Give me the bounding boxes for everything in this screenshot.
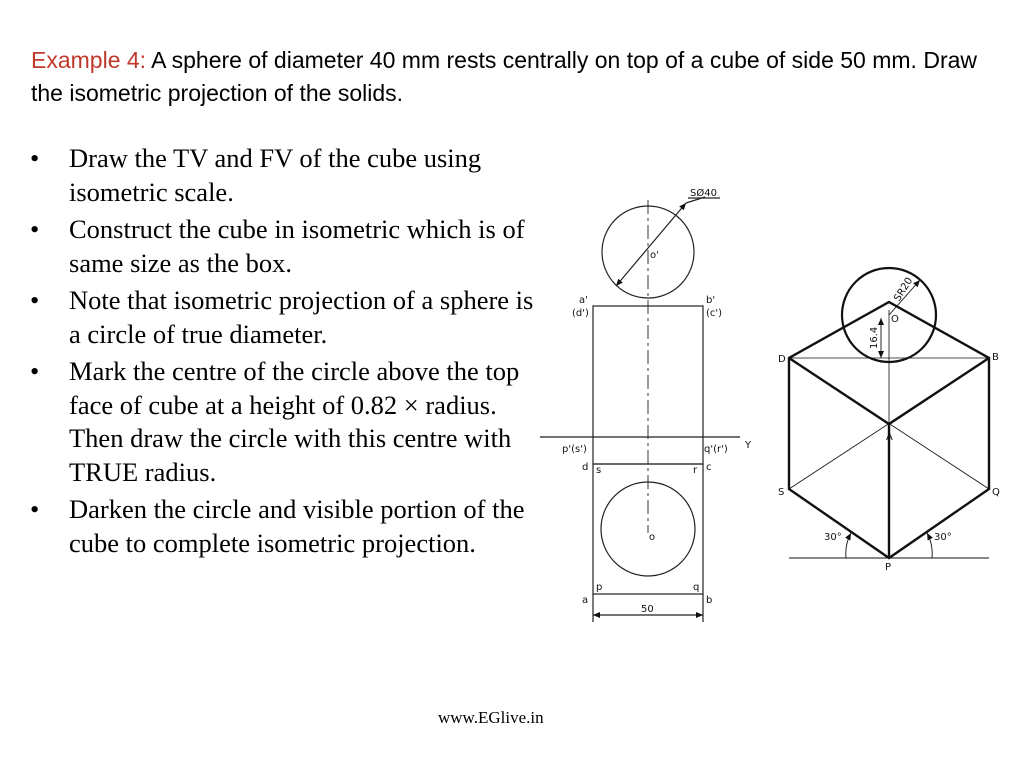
label-c-prime: (c') xyxy=(706,308,723,319)
example-label: Example 4: xyxy=(31,47,147,73)
label-sphere-diameter: SØ40 xyxy=(690,188,717,199)
isometric-projection xyxy=(789,268,989,558)
label-angle-left: 30° xyxy=(824,532,842,543)
orthographic-views xyxy=(540,197,740,622)
step-text: Mark the centre of the circle above the top face of cube at a height of 0.82 × radius. Then draw the circle with this centre with TRUE radius. xyxy=(69,356,520,487)
label-angle-right: 30° xyxy=(934,532,952,543)
label-r: r xyxy=(693,465,698,476)
label-c: c xyxy=(706,462,712,473)
bullet-icon: • xyxy=(30,143,40,173)
label-A: A xyxy=(886,432,893,443)
angle-arc-left xyxy=(846,533,851,558)
step-text: Note that isometric projection of a sphere is a circle of true diameter. xyxy=(69,285,534,349)
label-sr20: SR20 xyxy=(892,275,916,304)
bullet-icon: • xyxy=(30,214,40,244)
label-p: p xyxy=(596,582,603,593)
label-a-prime: a' xyxy=(579,295,588,306)
bullet-icon: • xyxy=(30,356,40,386)
label-d-prime: (d') xyxy=(572,308,589,319)
label-p-s: p'(s') xyxy=(562,444,587,455)
sphere-diameter-leader xyxy=(616,203,686,286)
label-d: d xyxy=(582,462,589,473)
step-text: Darken the circle and visible portion of the cube to complete isometric projection. xyxy=(69,494,525,558)
label-D: D xyxy=(778,354,786,365)
example-statement: A sphere of diameter 40 mm rests centrally on top of a cube of side 50 mm. Draw the isometric projection of the solids. xyxy=(31,47,978,106)
label-B: B xyxy=(992,352,999,363)
label-b: b xyxy=(706,595,713,606)
label-y: Y xyxy=(745,440,752,451)
label-centre-o: O xyxy=(891,314,899,325)
step-text: Construct the cube in isometric which is of same size as the box. xyxy=(69,214,525,278)
label-P: P xyxy=(885,562,892,573)
label-q-r: q'(r') xyxy=(704,444,728,455)
label-S: S xyxy=(778,487,785,498)
label-s: s xyxy=(596,465,602,476)
label-o-prime: o' xyxy=(650,250,659,261)
label-Q: Q xyxy=(992,487,1000,498)
label-a: a xyxy=(582,595,589,606)
orthographic-labels xyxy=(562,187,752,615)
step-text: Draw the TV and FV of the cube using isometric scale. xyxy=(69,143,482,207)
label-o: o xyxy=(649,532,656,543)
footer-website: www.EGlive.in xyxy=(438,708,544,727)
label-q: q xyxy=(693,582,700,593)
bullet-icon: • xyxy=(30,494,40,524)
label-dimension-50: 50 xyxy=(641,604,654,615)
label-height-16-4: 16.4 xyxy=(869,326,880,349)
label-b-prime: b' xyxy=(706,295,716,306)
angle-arc-right xyxy=(927,533,932,558)
bullet-icon: • xyxy=(30,285,40,315)
